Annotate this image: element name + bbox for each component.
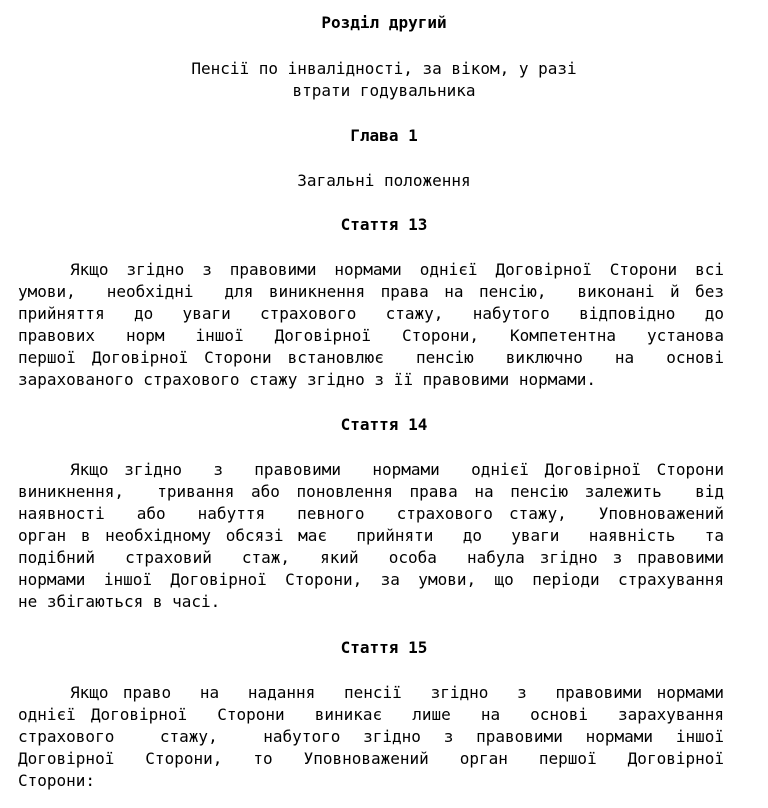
chapter-title: Глава 1 <box>350 126 418 145</box>
article-13-line-1: Якщо згідно з правовими нормами однієї Договірної Сторони всі <box>70 260 724 279</box>
article-13-line-3: прийняття до уваги страхового стажу, набутого відповідно до <box>18 304 724 323</box>
article-14-line-3: наявності або набуття певного страхового стажу, Уповноважений <box>18 504 724 523</box>
article-15-line-2: однієї Договірної Сторони виникає лише на основі зарахування <box>18 705 724 724</box>
article-14-line-7: не збігаються в часі. <box>18 592 221 611</box>
article-15-line-1: Якщо право на надання пенсії згідно з правовими нормами <box>70 683 724 702</box>
chapter-subtitle: Загальні положення <box>297 171 471 190</box>
article-14-line-6: нормами іншої Договірної Сторони, за умови, що періоди страхування <box>18 570 724 589</box>
article-13-line-5: першої Договірної Сторони встановлює пенсію виключно на основі <box>18 348 724 367</box>
section-subtitle-line-2: втрати годувальника <box>292 81 476 100</box>
article-15-line-5: Сторони: <box>18 771 96 790</box>
article-14-line-1: Якщо згідно з правовими нормами однієї Договірної Сторони <box>70 460 724 479</box>
section-title: Розділ другий <box>321 13 447 32</box>
article-15-line-4: Договірної Сторони, то Уповноважений орган першої Договірної <box>18 749 724 768</box>
article-15-title: Стаття 15 <box>340 638 428 657</box>
article-14-line-5: подібний страховий стаж, який особа набула згідно з правовими <box>18 548 724 567</box>
article-13-line-4: правових норм іншої Договірної Сторони, Компетентна установа <box>18 326 724 345</box>
article-15-line-3: страхового стажу, набутого згідно з правовими нормами іншої <box>18 727 724 746</box>
article-13-title: Стаття 13 <box>340 215 428 234</box>
article-14-title: Стаття 14 <box>340 415 428 434</box>
section-subtitle-line-1: Пенсії по інвалідності, за віком, у разі <box>191 59 577 78</box>
article-14-line-4: орган в необхідному обсязі має прийняти до уваги наявність та <box>18 526 724 545</box>
article-13-line-2: умови, необхідні для виникнення права на пенсію, виконані й без <box>18 282 724 301</box>
article-14-line-2: виникнення, тривання або поновлення права на пенсію залежить від <box>18 482 724 501</box>
article-13-line-6: зарахованого страхового стажу згідно з її правовими нормами. <box>18 370 596 389</box>
